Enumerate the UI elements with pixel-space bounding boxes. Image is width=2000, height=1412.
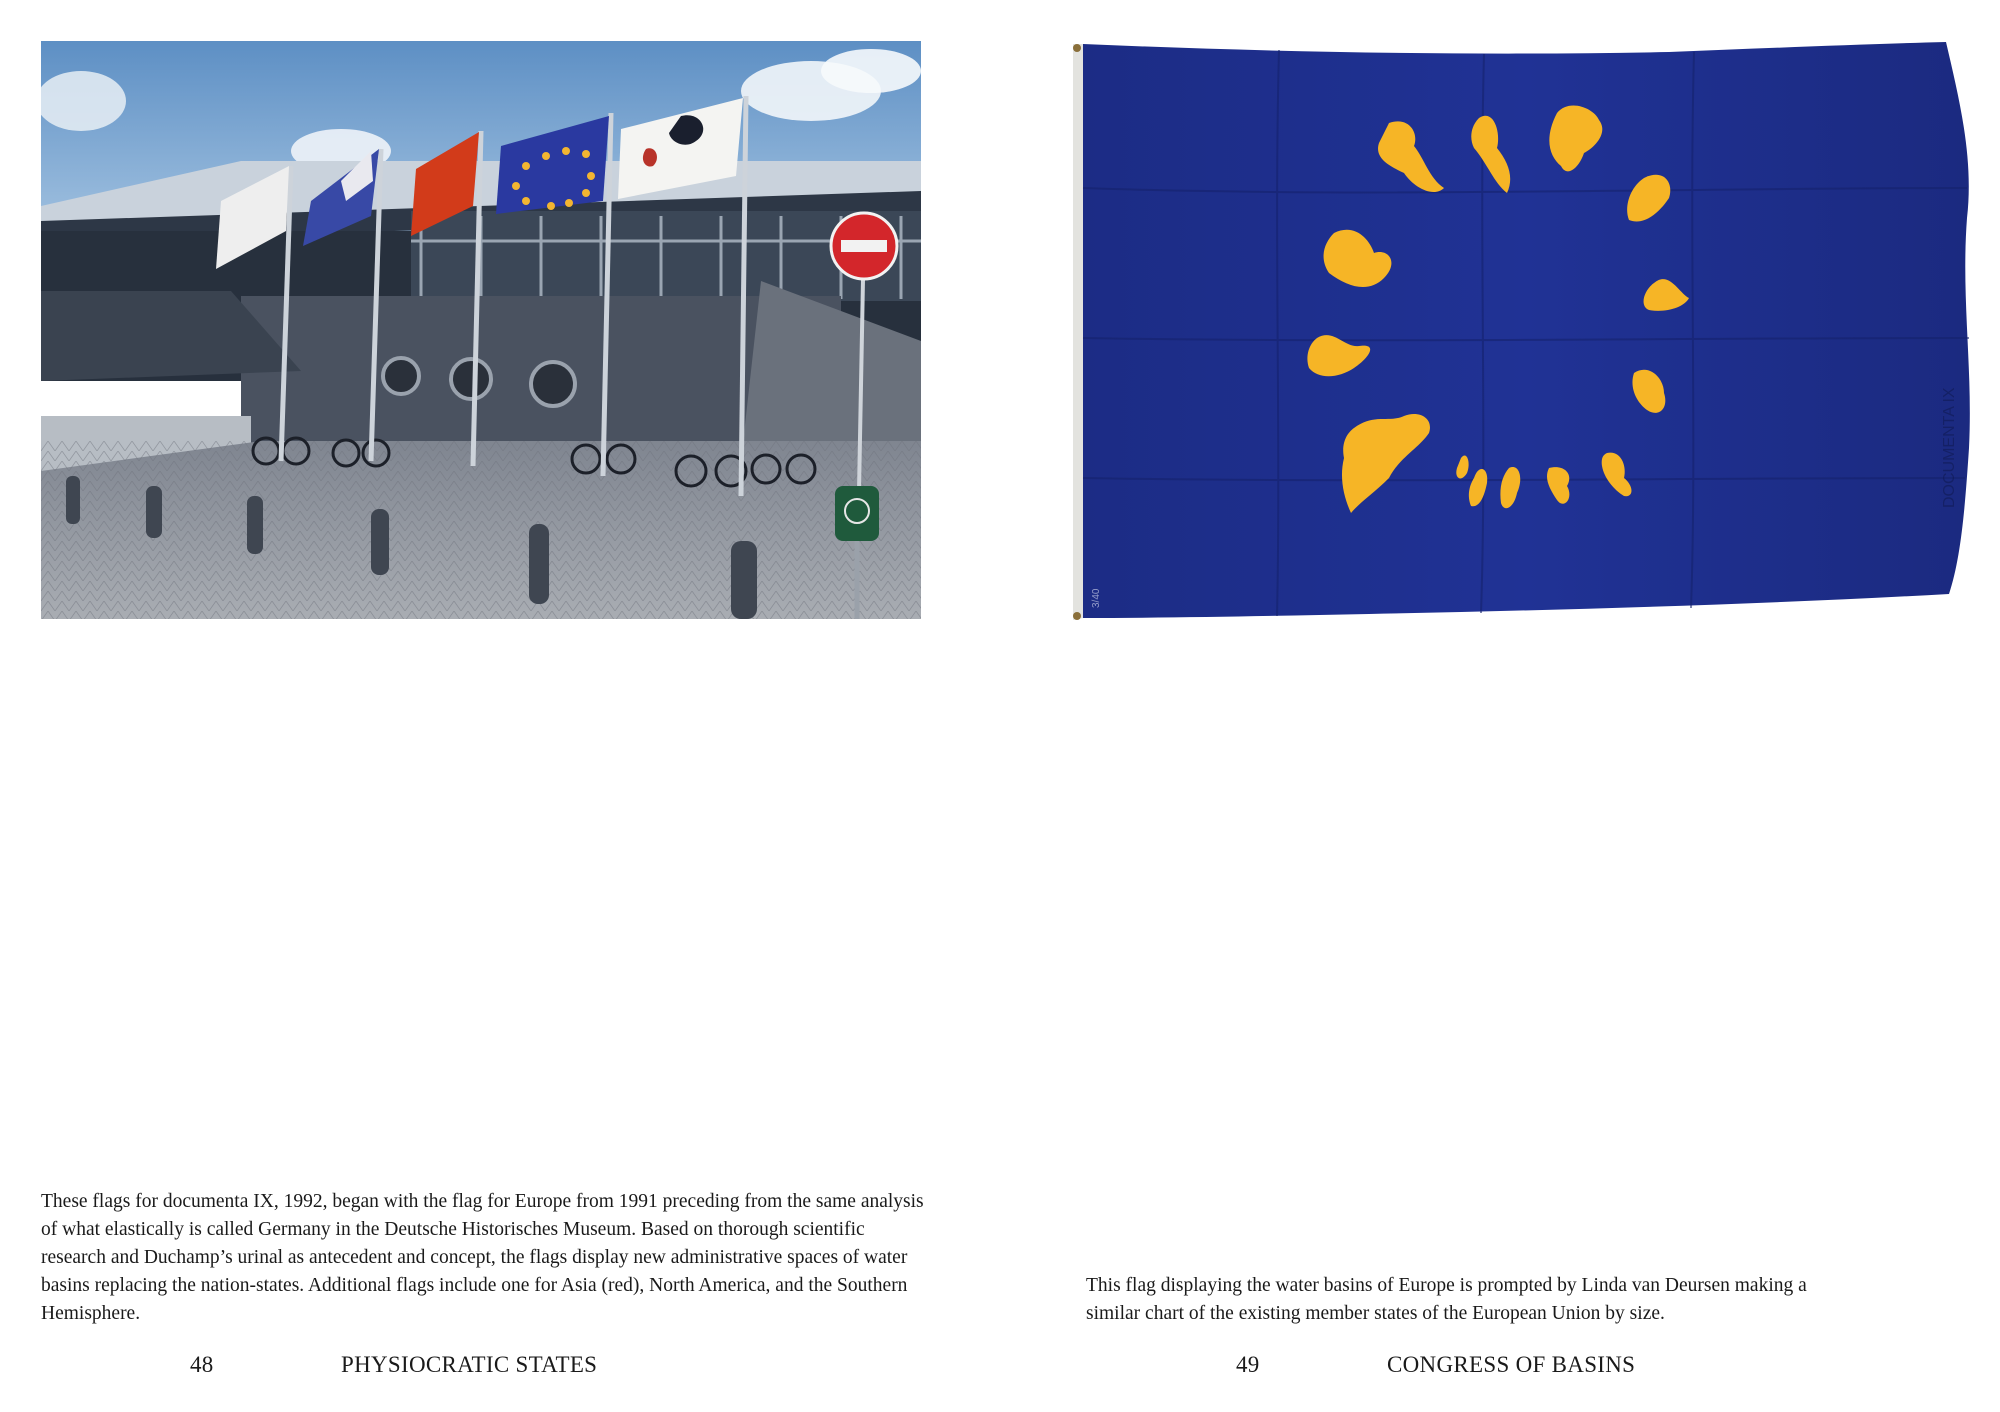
page-number-left: 48 — [190, 1352, 214, 1377]
running-title-left: PHYSIOCRATIC STATES — [341, 1352, 598, 1377]
svg-text:DOCUMENTA IX: DOCUMENTA IX — [1941, 387, 1958, 508]
left-caption: These flags for documenta IX, 1992, began with the flag for Europe from 1991 preceding from the same analysis of what elastically is called Germany in the Deutsche Historisches Museum. Based on thorough scientific research and Duchamp’s urinal as antecedent and concept, the flags display new administrative spaces of water basins replacing the nation-states. Additional flags include one for Asia (red), North America, and the Southern Hemisphere. — [41, 1191, 924, 1324]
right-page — [1000, 0, 2000, 1412]
page-number-right: 49 — [1236, 1352, 1260, 1377]
europe-basins-flag-photo — [1069, 38, 1979, 628]
flags-building-photo — [41, 41, 921, 619]
right-caption: This flag displaying the water basins of Europe is prompted by Linda van Deursen making a similar chart of the existing member states of the European Union by size. — [1086, 1275, 1807, 1324]
svg-text:3/40: 3/40 — [1091, 588, 1102, 608]
running-title-right: CONGRESS OF BASINS — [1387, 1352, 1636, 1377]
